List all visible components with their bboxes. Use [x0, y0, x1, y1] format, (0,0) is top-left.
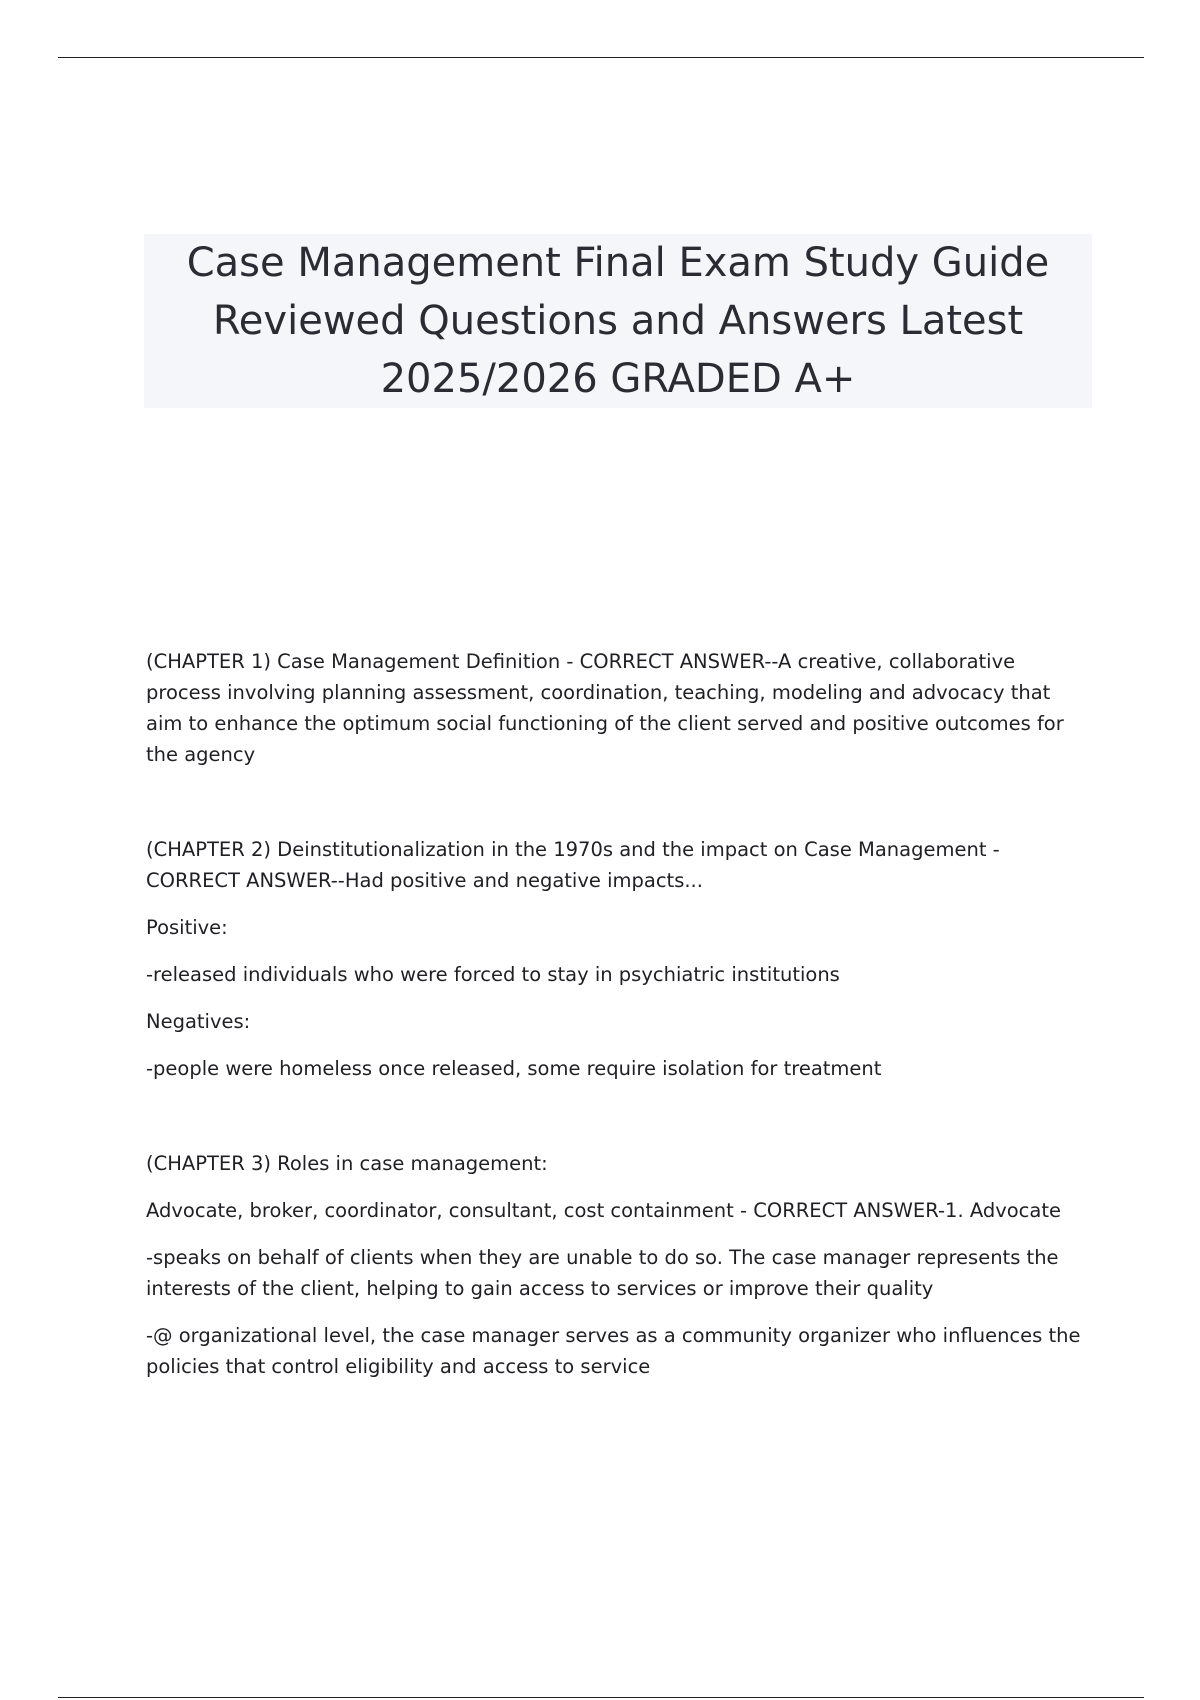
bottom-rule: [58, 1697, 1144, 1698]
top-rule: [58, 57, 1144, 58]
question-answer-paragraph: Advocate, broker, coordinator, consultant, cost containment - CORRECT ANSWER-1. Advocate: [146, 1199, 1061, 1222]
document-title: [187, 234, 1050, 408]
subheading-negatives: Negatives:: [146, 1010, 251, 1033]
subheading-positive: Positive:: [146, 916, 228, 939]
list-item: -released individuals who were forced to stay in psychiatric institutions: [146, 963, 840, 986]
question-answer-paragraph: (CHAPTER 2) Deinstitutionalization in the 1970s and the impact on Case Management - CORRECT ANSWER--Had positive and negative impacts...: [146, 838, 1000, 892]
section-chapter-2: [146, 834, 1086, 1084]
section-chapter-1: [146, 646, 1086, 770]
list-item: -people were homeless once released, some require isolation for treatment: [146, 1057, 882, 1080]
question-heading: (CHAPTER 3) Roles in case management:: [146, 1152, 548, 1175]
section-chapter-3: [146, 1148, 1086, 1382]
title-line: Case Management Final Exam Study Guide: [186, 240, 1050, 286]
list-item: -@ organizational level, the case manager serves as a community organizer who influences the policies that control eligibility and access to service: [146, 1324, 1081, 1378]
question-answer-paragraph: (CHAPTER 1) Case Management Definition - CORRECT ANSWER--A creative, collaborative process involving planning assessment, coordination, teaching, modeling and advocacy that aim to enhance the optimum social functioning of the client served and positive outcomes for the agency: [146, 650, 1064, 766]
title-line: Reviewed Questions and Answers Latest: [212, 298, 1024, 344]
document-body: [146, 646, 1086, 1382]
list-item: -speaks on behalf of clients when they are unable to do so. The case manager represents the interests of the client, helping to gain access to services or improve their quality: [146, 1246, 1059, 1300]
title-line: 2025/2026 GRADED A+: [380, 356, 856, 402]
title-banner: [144, 234, 1092, 408]
